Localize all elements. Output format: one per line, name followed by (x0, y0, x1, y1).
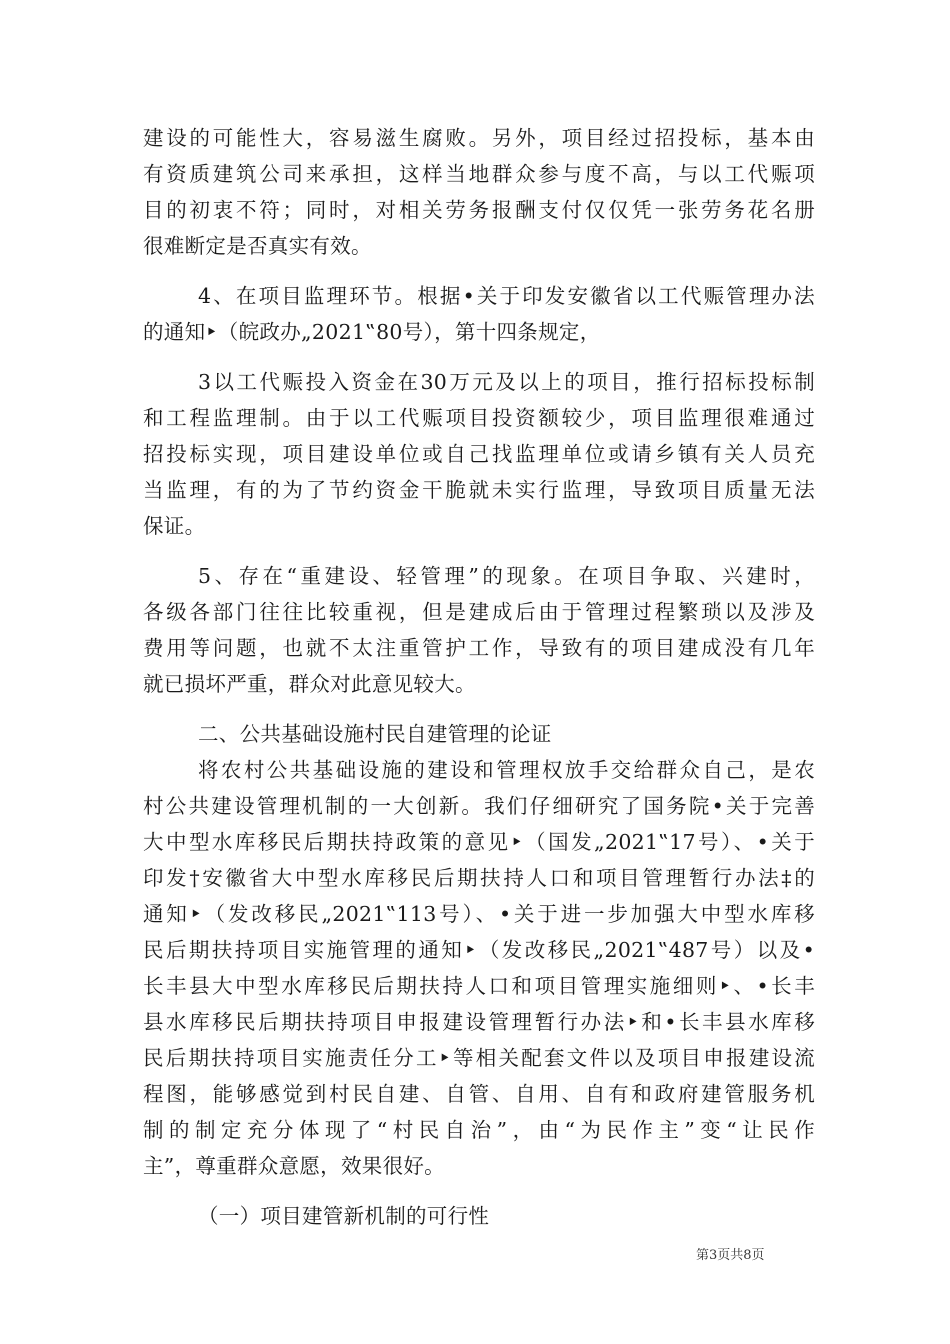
text-line: 费用等问题，也就不太注重管护工作，导致有的项目建成没有几年 (143, 636, 815, 660)
text-line: 二、公共基础设施村民自建管理的论证 (198, 722, 552, 746)
text-line: 有资质建筑公司来承担，这样当地群众参与度不高，与以工代赈项 (143, 162, 815, 186)
text-line: 将农村公共基础设施的建设和管理权放手交给群众自己，是农 (198, 758, 815, 782)
text-line: 4、在项目监理环节。根据•关于印发安徽省以工代赈管理办法 (198, 284, 815, 308)
paragraph-gap (143, 702, 815, 716)
text-line: 主”，尊重群众意愿，效果很好。 (143, 1154, 445, 1178)
page-number: 第3页共8页 (696, 1248, 765, 1263)
text-line: 程图，能够感觉到村民自建、自管、自用、自有和政府建管服务机 (143, 1082, 815, 1106)
text-line: 通知‣（发改移民„2021‟113号）、•关于进一步加强大中型水库移 (143, 902, 815, 926)
text-line: 建设的可能性大，容易滋生腐败。另外，项目经过招投标，基本由 (143, 126, 815, 150)
text-line: 和工程监理制。由于以工代赈项目投资额较少，项目监理很难通过 (143, 406, 815, 430)
text-line: 民后期扶持项目实施管理的通知‣（发改移民„2021‟487号）以及• (143, 938, 815, 962)
text-line: （一）项目建管新机制的可行性 (198, 1204, 490, 1228)
text-line: 民后期扶持项目实施责任分工‣等相关配套文件以及项目申报建设流 (143, 1046, 815, 1070)
text-line: 5、存在“重建设、轻管理”的现象。在项目争取、兴建时， (198, 564, 815, 588)
text-line: 制的制定充分体现了“村民自治”，由“为民作主”变“让民作 (143, 1118, 815, 1142)
paragraph-gap (143, 264, 815, 278)
paragraph-gap (143, 350, 815, 364)
text-line: 村公共建设管理机制的一大创新。我们仔细研究了国务院•关于完善 (143, 794, 815, 818)
text-line: 县水库移民后期扶持项目申报建设管理暂行办法‣和•长丰县水库移 (143, 1010, 815, 1034)
text-line: 招投标实现，项目建设单位或自己找监理单位或请乡镇有关人员充 (143, 442, 815, 466)
document-body (143, 120, 815, 1234)
text-line: 就已损坏严重，群众对此意见较大。 (143, 672, 476, 696)
text-line: 长丰县大中型水库移民后期扶持人口和项目管理实施细则‣、•长丰 (143, 974, 815, 998)
text-line: 很难断定是否真实有效。 (143, 234, 372, 258)
text-line: 目的初衷不符；同时，对相关劳务报酬支付仅仅凭一张劳务花名册 (143, 198, 815, 222)
text-line: 3以工代赈投入资金在30万元及以上的项目，推行招标投标制 (198, 370, 815, 394)
text-line: 保证。 (143, 514, 206, 538)
text-line: 当监理，有的为了节约资金干脆就未实行监理，导致项目质量无法 (143, 478, 815, 502)
text-line: 的通知‣（皖政办„2021‟80号），第十四条规定， (143, 320, 601, 344)
text-line: 大中型水库移民后期扶持政策的意见‣（国发„2021‟17号）、•关于 (143, 830, 815, 854)
paragraph-gap (143, 1184, 815, 1198)
text-line: 各级各部门往往比较重视，但是建成后由于管理过程繁琐以及涉及 (143, 600, 815, 624)
paragraph-gap (143, 544, 815, 558)
text-line: 印发†安徽省大中型水库移民后期扶持人口和项目管理暂行办法‡的 (143, 866, 815, 890)
